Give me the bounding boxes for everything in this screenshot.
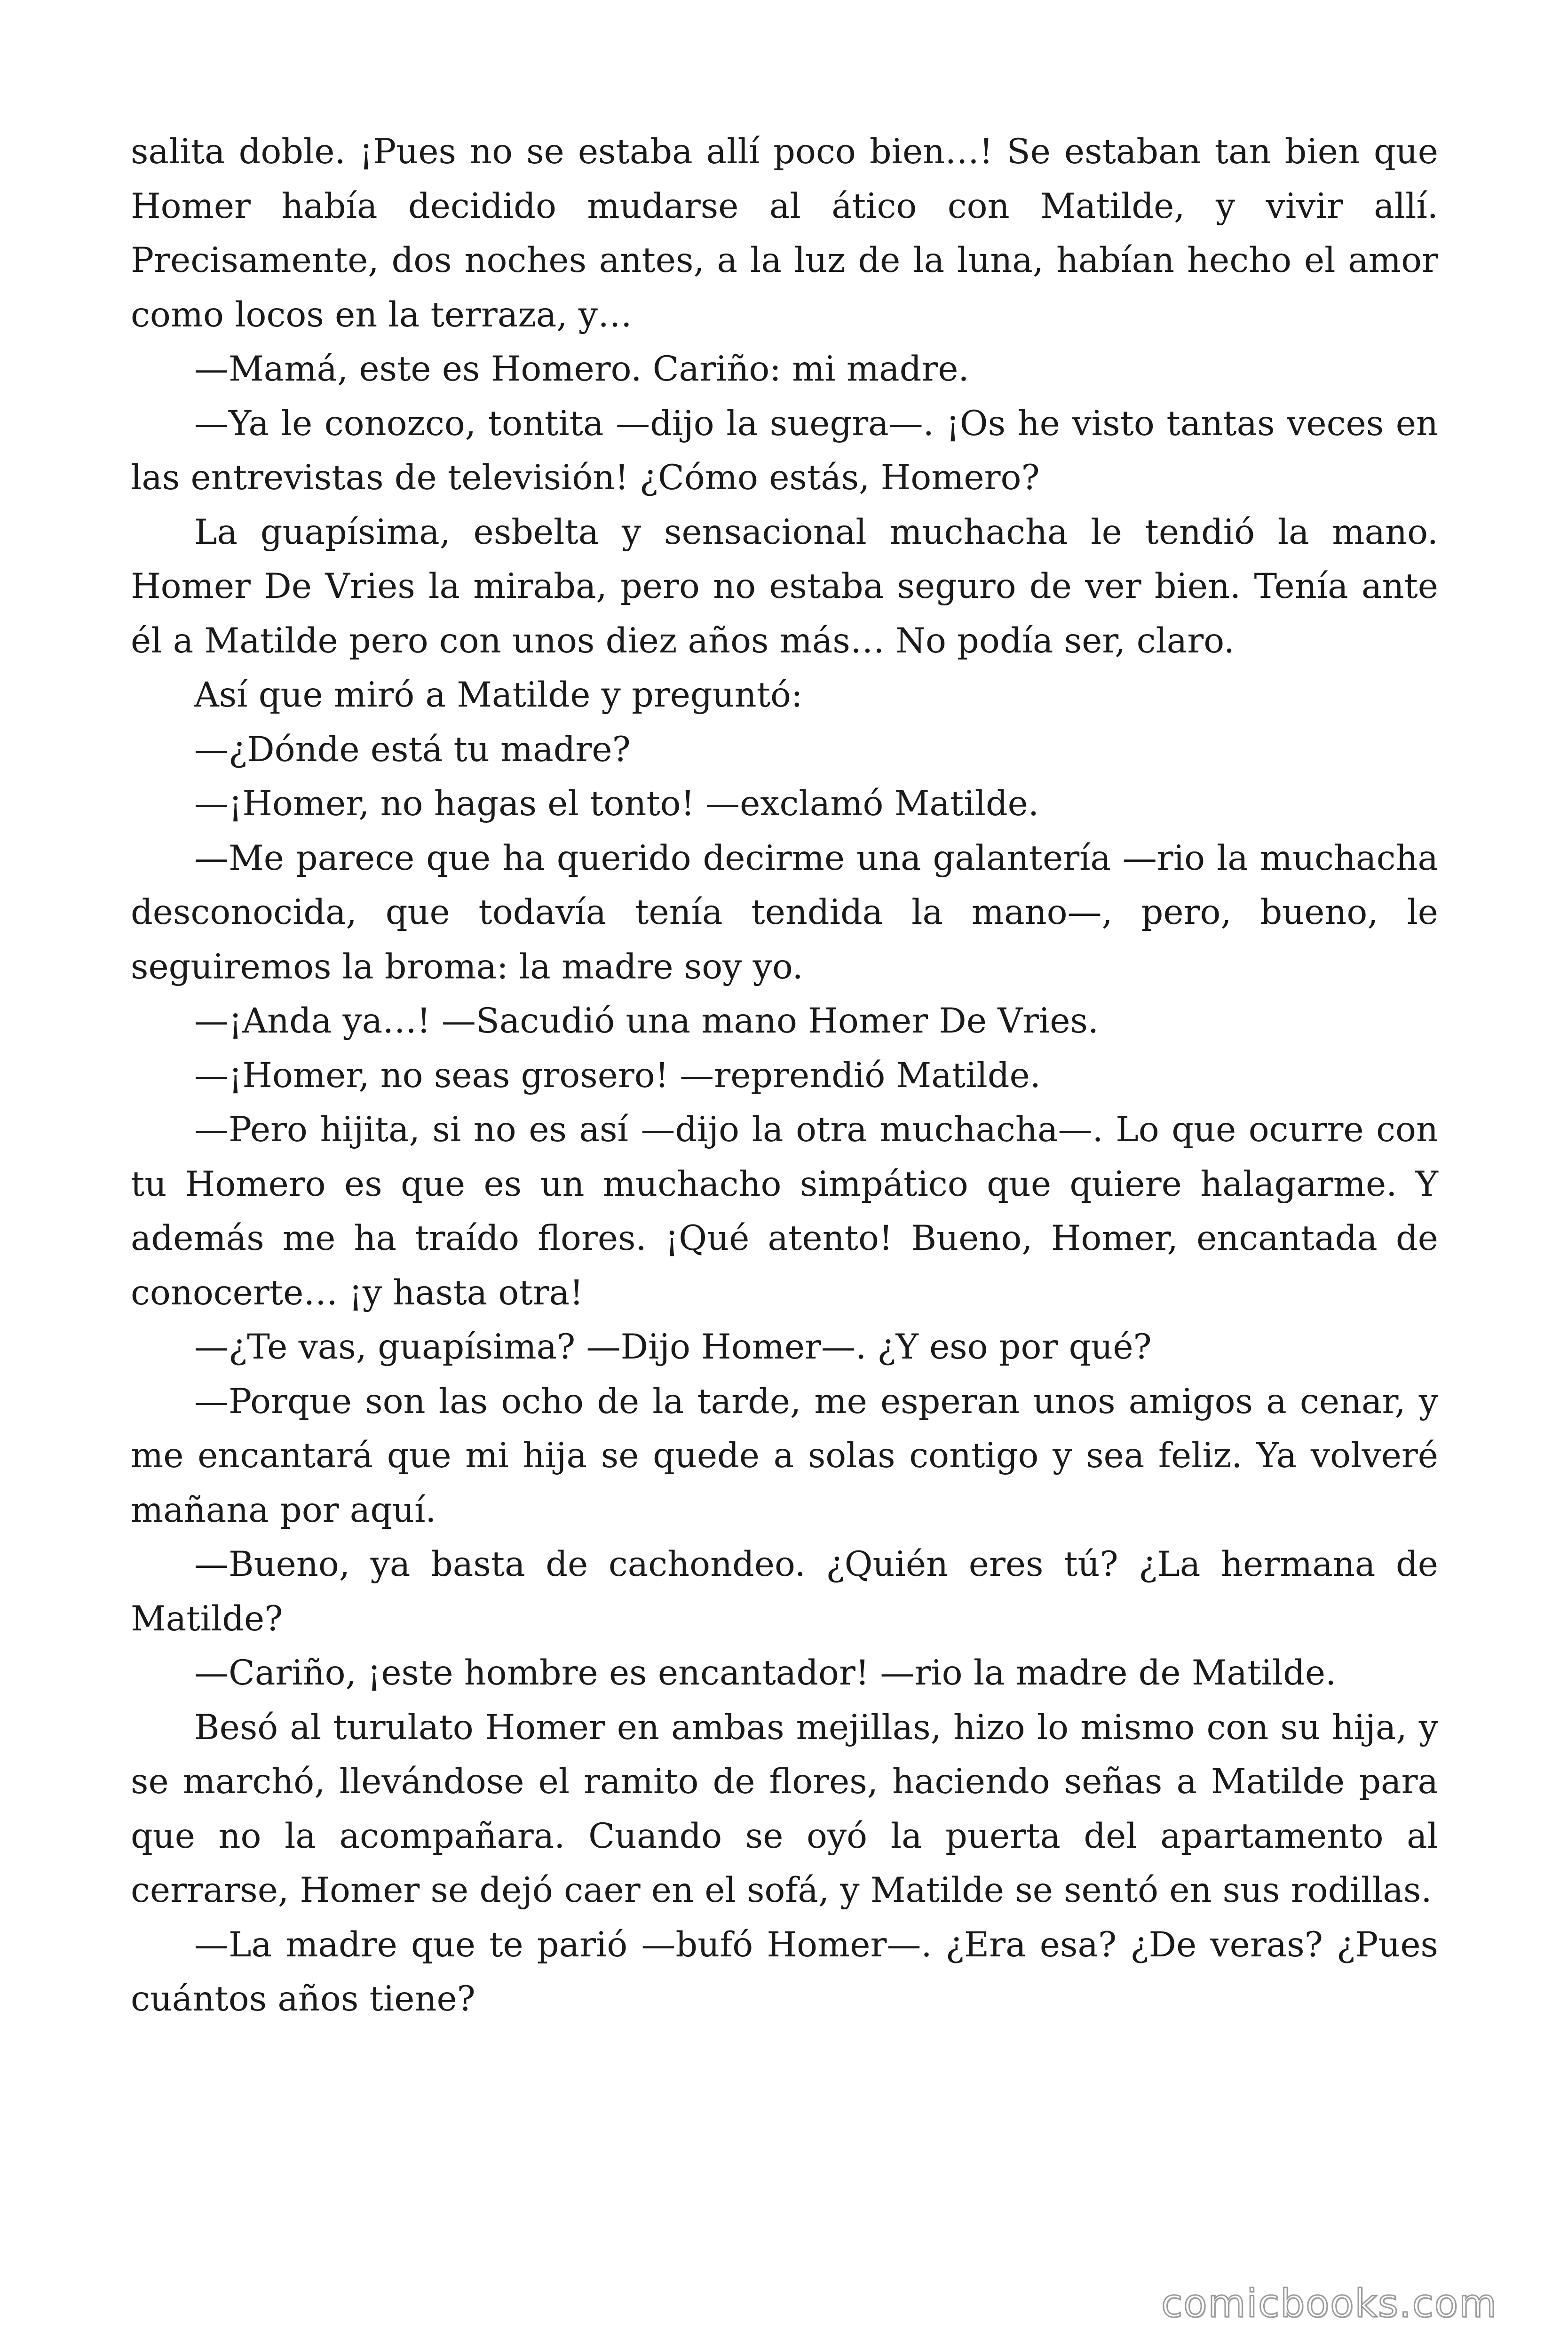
paragraph: —Pero hijita, si no es así —dijo la otra muchacha—. Lo que ocurre con tu Homero es que es un muchacho simpático que quiere halagarme. Y además me ha traído flores. ¡Qué atento! Bueno, Homer, encantada de conocerte… ¡y hasta otra! [131, 1110, 1438, 1313]
paragraph: —Bueno, ya basta de cachondeo. ¿Quién eres tú? ¿La hermana de Matilde? [131, 1544, 1438, 1639]
paragraph: —¡Homer, no hagas el tonto! —exclamó Matilde. [194, 784, 1039, 824]
watermark: comicbooks.com [1161, 2281, 1497, 2326]
paragraph: salita doble. ¡Pues no se estaba allí poco bien…! Se estaban tan bien que Homer había decidido mudarse al ático con Matilde, y vivir allí. Precisamente, dos noches antes, a la luz de la luna, habían hecho el amor como locos en la terraza, y… [131, 132, 1438, 335]
paragraph: —La madre que te parió —bufó Homer—. ¿Era esa? ¿De veras? ¿Pues cuántos años tiene? [131, 1924, 1438, 2019]
paragraph: —¡Anda ya…! —Sacudió una mano Homer De Vries. [194, 1001, 1099, 1041]
body-text [131, 125, 1438, 2026]
paragraph: Besó al turulato Homer en ambas mejillas, hizo lo mismo con su hija, y se marchó, llevándose el ramito de flores, haciendo señas a Matilde para que no la acompañara. Cuando se oyó la puerta del apartamento al cerrarse, Homer se dejó caer en el sofá, y Matilde se sentó en sus rodillas. [131, 1707, 1438, 1910]
paragraph: —Cariño, ¡este hombre es encantador! —rio la madre de Matilde. [194, 1653, 1337, 1693]
paragraph: —Porque son las ocho de la tarde, me esperan unos amigos a cenar, y me encantará que mi hija se quede a solas contigo y sea feliz. Ya volveré mañana por aquí. [131, 1381, 1438, 1530]
paragraph: —Mamá, este es Homero. Cariño: mi madre. [194, 349, 969, 389]
paragraph: —¿Te vas, guapísima? —Dijo Homer—. ¿Y eso por qué? [194, 1327, 1152, 1367]
paragraph: La guapísima, esbelta y sensacional muchacha le tendió la mano. Homer De Vries la miraba, pero no estaba seguro de ver bien. Tenía ante él a Matilde pero con unos diez años más… No podía ser, claro. [131, 512, 1438, 661]
paragraph: —¿Dónde está tu madre? [194, 729, 631, 770]
paragraph: Así que miró a Matilde y preguntó: [194, 675, 803, 715]
paragraph: —Ya le conozco, tontita —dijo la suegra—. ¡Os he visto tantas veces en las entrevistas de televisión! ¿Cómo estás, Homero? [131, 403, 1438, 498]
paragraph: —¡Homer, no seas grosero! —reprendió Matilde. [194, 1055, 1041, 1096]
paragraph: —Me parece que ha querido decirme una galantería —rio la muchacha desconocida, que todavía tenía tendida la mano—, pero, bueno, le seguiremos la broma: la madre soy yo. [131, 838, 1438, 987]
